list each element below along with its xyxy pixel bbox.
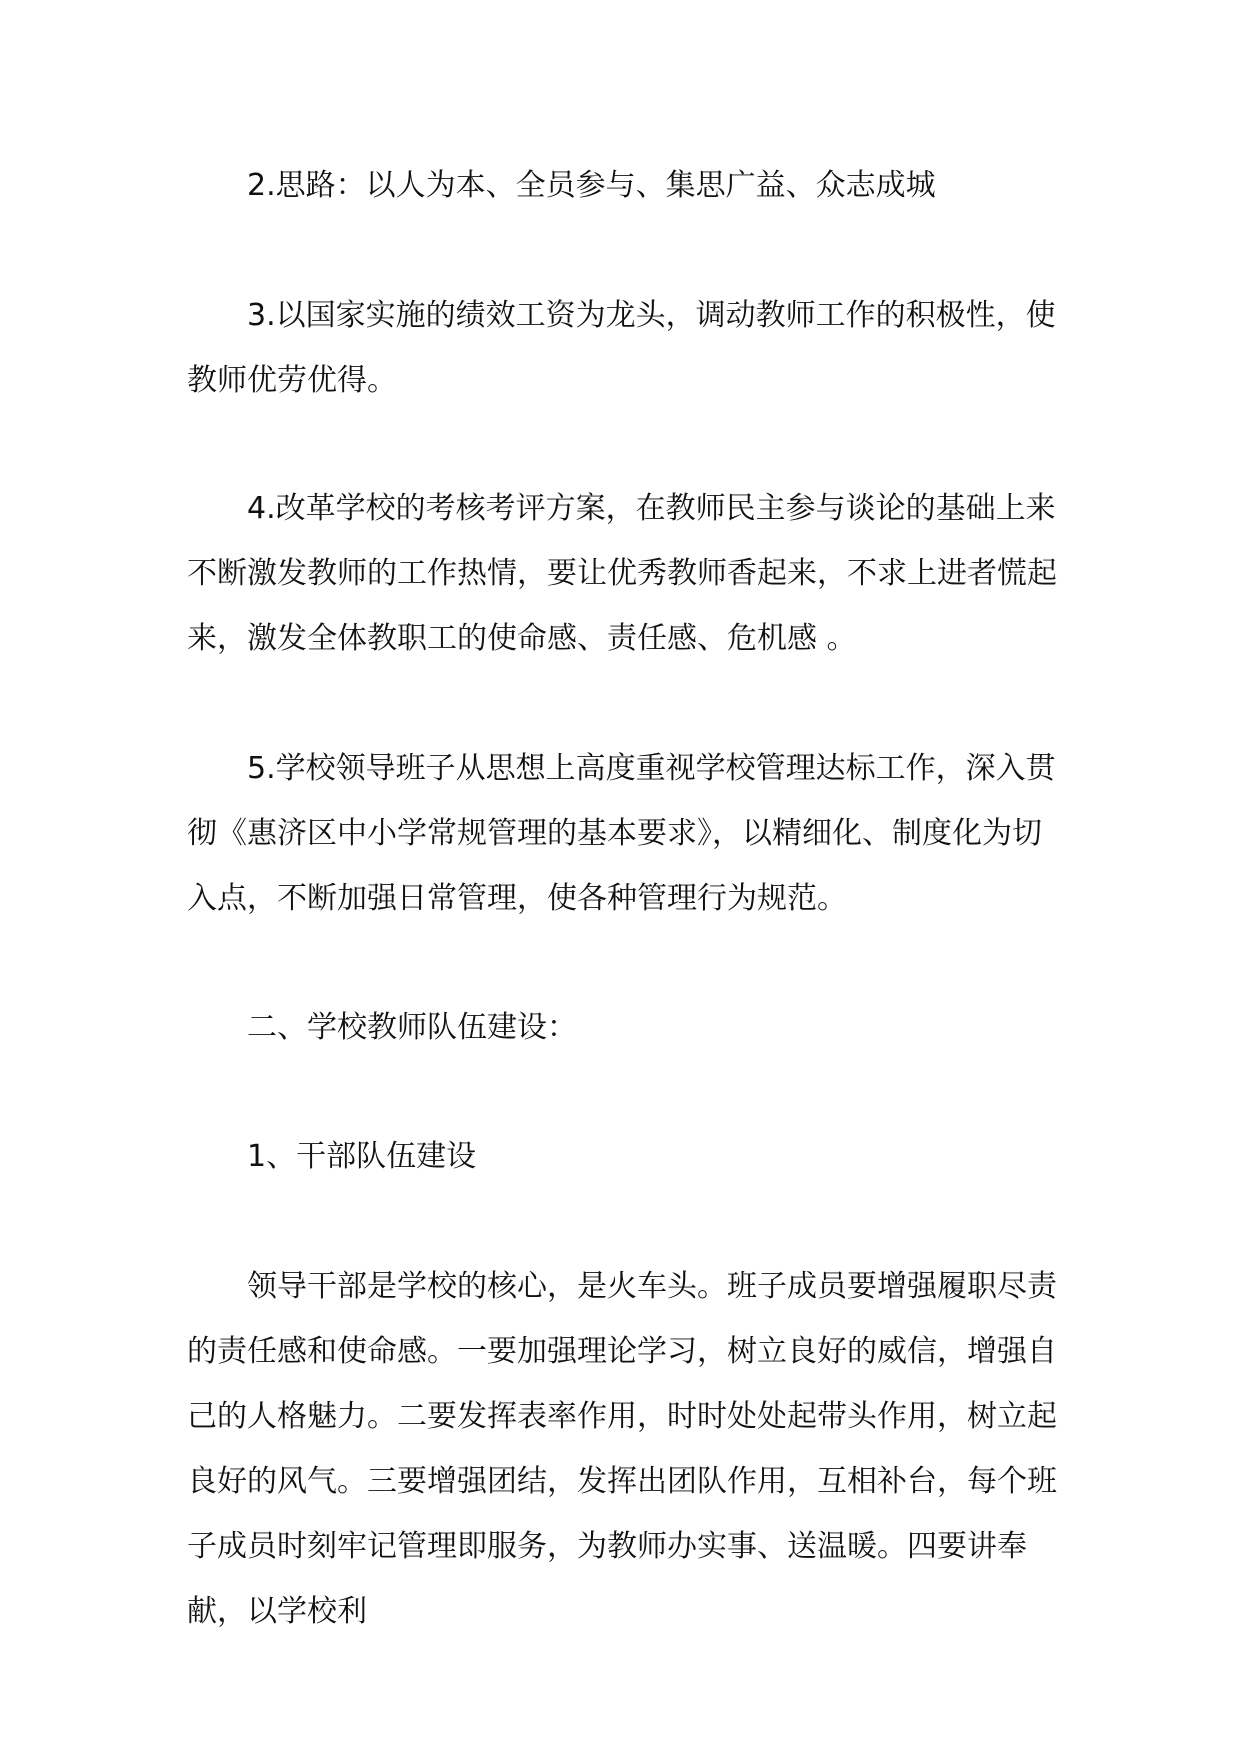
paragraph-assessment-reform: 4.改革学校的考核考评方案，在教师民主参与谈论的基础上来不断激发教师的工作热情，要让优秀教师香起来，不求上进者慌起来，激发全体教职工的使命感、责任感、危机感 。 [187, 491, 1057, 656]
paragraph-approach: 2.思路：以人为本、全员参与、集思广益、众志成城 [247, 168, 936, 203]
paragraph-leadership-management: 5.学校领导班子从思想上高度重视学校管理达标工作，深入贯彻《惠济区中小学常规管理的基本要求》，以精细化、制度化为切入点，不断加强日常管理，使各种管理行为规范。 [187, 751, 1056, 916]
subsection-heading-cadre-team: 1、干部队伍建设 [247, 1139, 477, 1174]
paragraph-cadre-core: 领导干部是学校的核心，是火车头。班子成员要增强履职尽责的责任感和使命感。一要加强理论学习，树立良好的威信，增强自己的人格魅力。二要发挥表率作用，时时处处起带头作用，树立起良好的风气。三要增强团结，发挥出团队作用，互相补台，每个班子成员时刻牢记管理即服务，为教师办实事、送温暖。四要讲奉献，以学校利 [187, 1269, 1057, 1629]
paragraph-performance-pay: 3.以国家实施的绩效工资为龙头，调动教师工作的积极性，使教师优劳优得。 [187, 298, 1056, 398]
section-heading-teacher-team: 二、学校教师队伍建设： [247, 1010, 577, 1045]
